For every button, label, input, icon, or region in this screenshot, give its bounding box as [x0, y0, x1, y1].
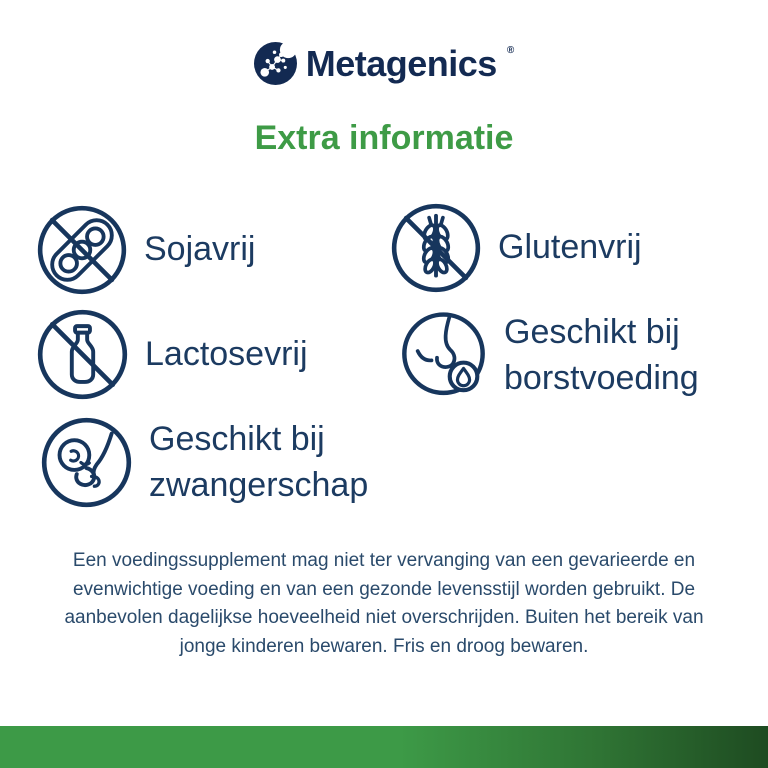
feature-gluten-free [390, 202, 642, 294]
feature-breastfeeding [399, 310, 740, 401]
breastfeeding-suitable-icon [399, 311, 488, 400]
pregnancy-suitable-icon [40, 416, 133, 509]
disclaimer-text: Een voedingssupplement mag niet ter vervanging van een gevarieerde en evenwichtige voeding en van een gezonde levensstijl worden gebruikt. De aanbevolen dagelijkse hoeveelheid niet overschrijden. Buiten het bereik van jonge kinderen bewaren. Fris en droog bewaren. [64, 550, 704, 657]
soy-free-icon [36, 204, 128, 296]
bottom-green-band [0, 726, 768, 768]
feature-label: Geschikt bij borstvoeding [504, 313, 699, 397]
feature-soy-free [36, 204, 255, 296]
metagenics-molecule-logo-icon [254, 42, 297, 85]
registered-trademark-symbol: ® [506, 45, 515, 56]
feature-label: Geschikt bij zwangerschap [149, 419, 369, 504]
lactose-free-icon [36, 308, 129, 401]
brand-logo [0, 42, 768, 85]
feature-label: Lactosevrij [145, 334, 308, 373]
gluten-free-icon [390, 202, 482, 294]
feature-pregnancy [40, 416, 411, 509]
feature-lactose-free [36, 308, 308, 401]
feature-label: Glutenvrij [498, 228, 642, 267]
feature-label: Sojavrij [144, 230, 256, 269]
page-title: Extra informatie [254, 119, 514, 157]
brand-wordmark: Metagenics [305, 42, 497, 84]
